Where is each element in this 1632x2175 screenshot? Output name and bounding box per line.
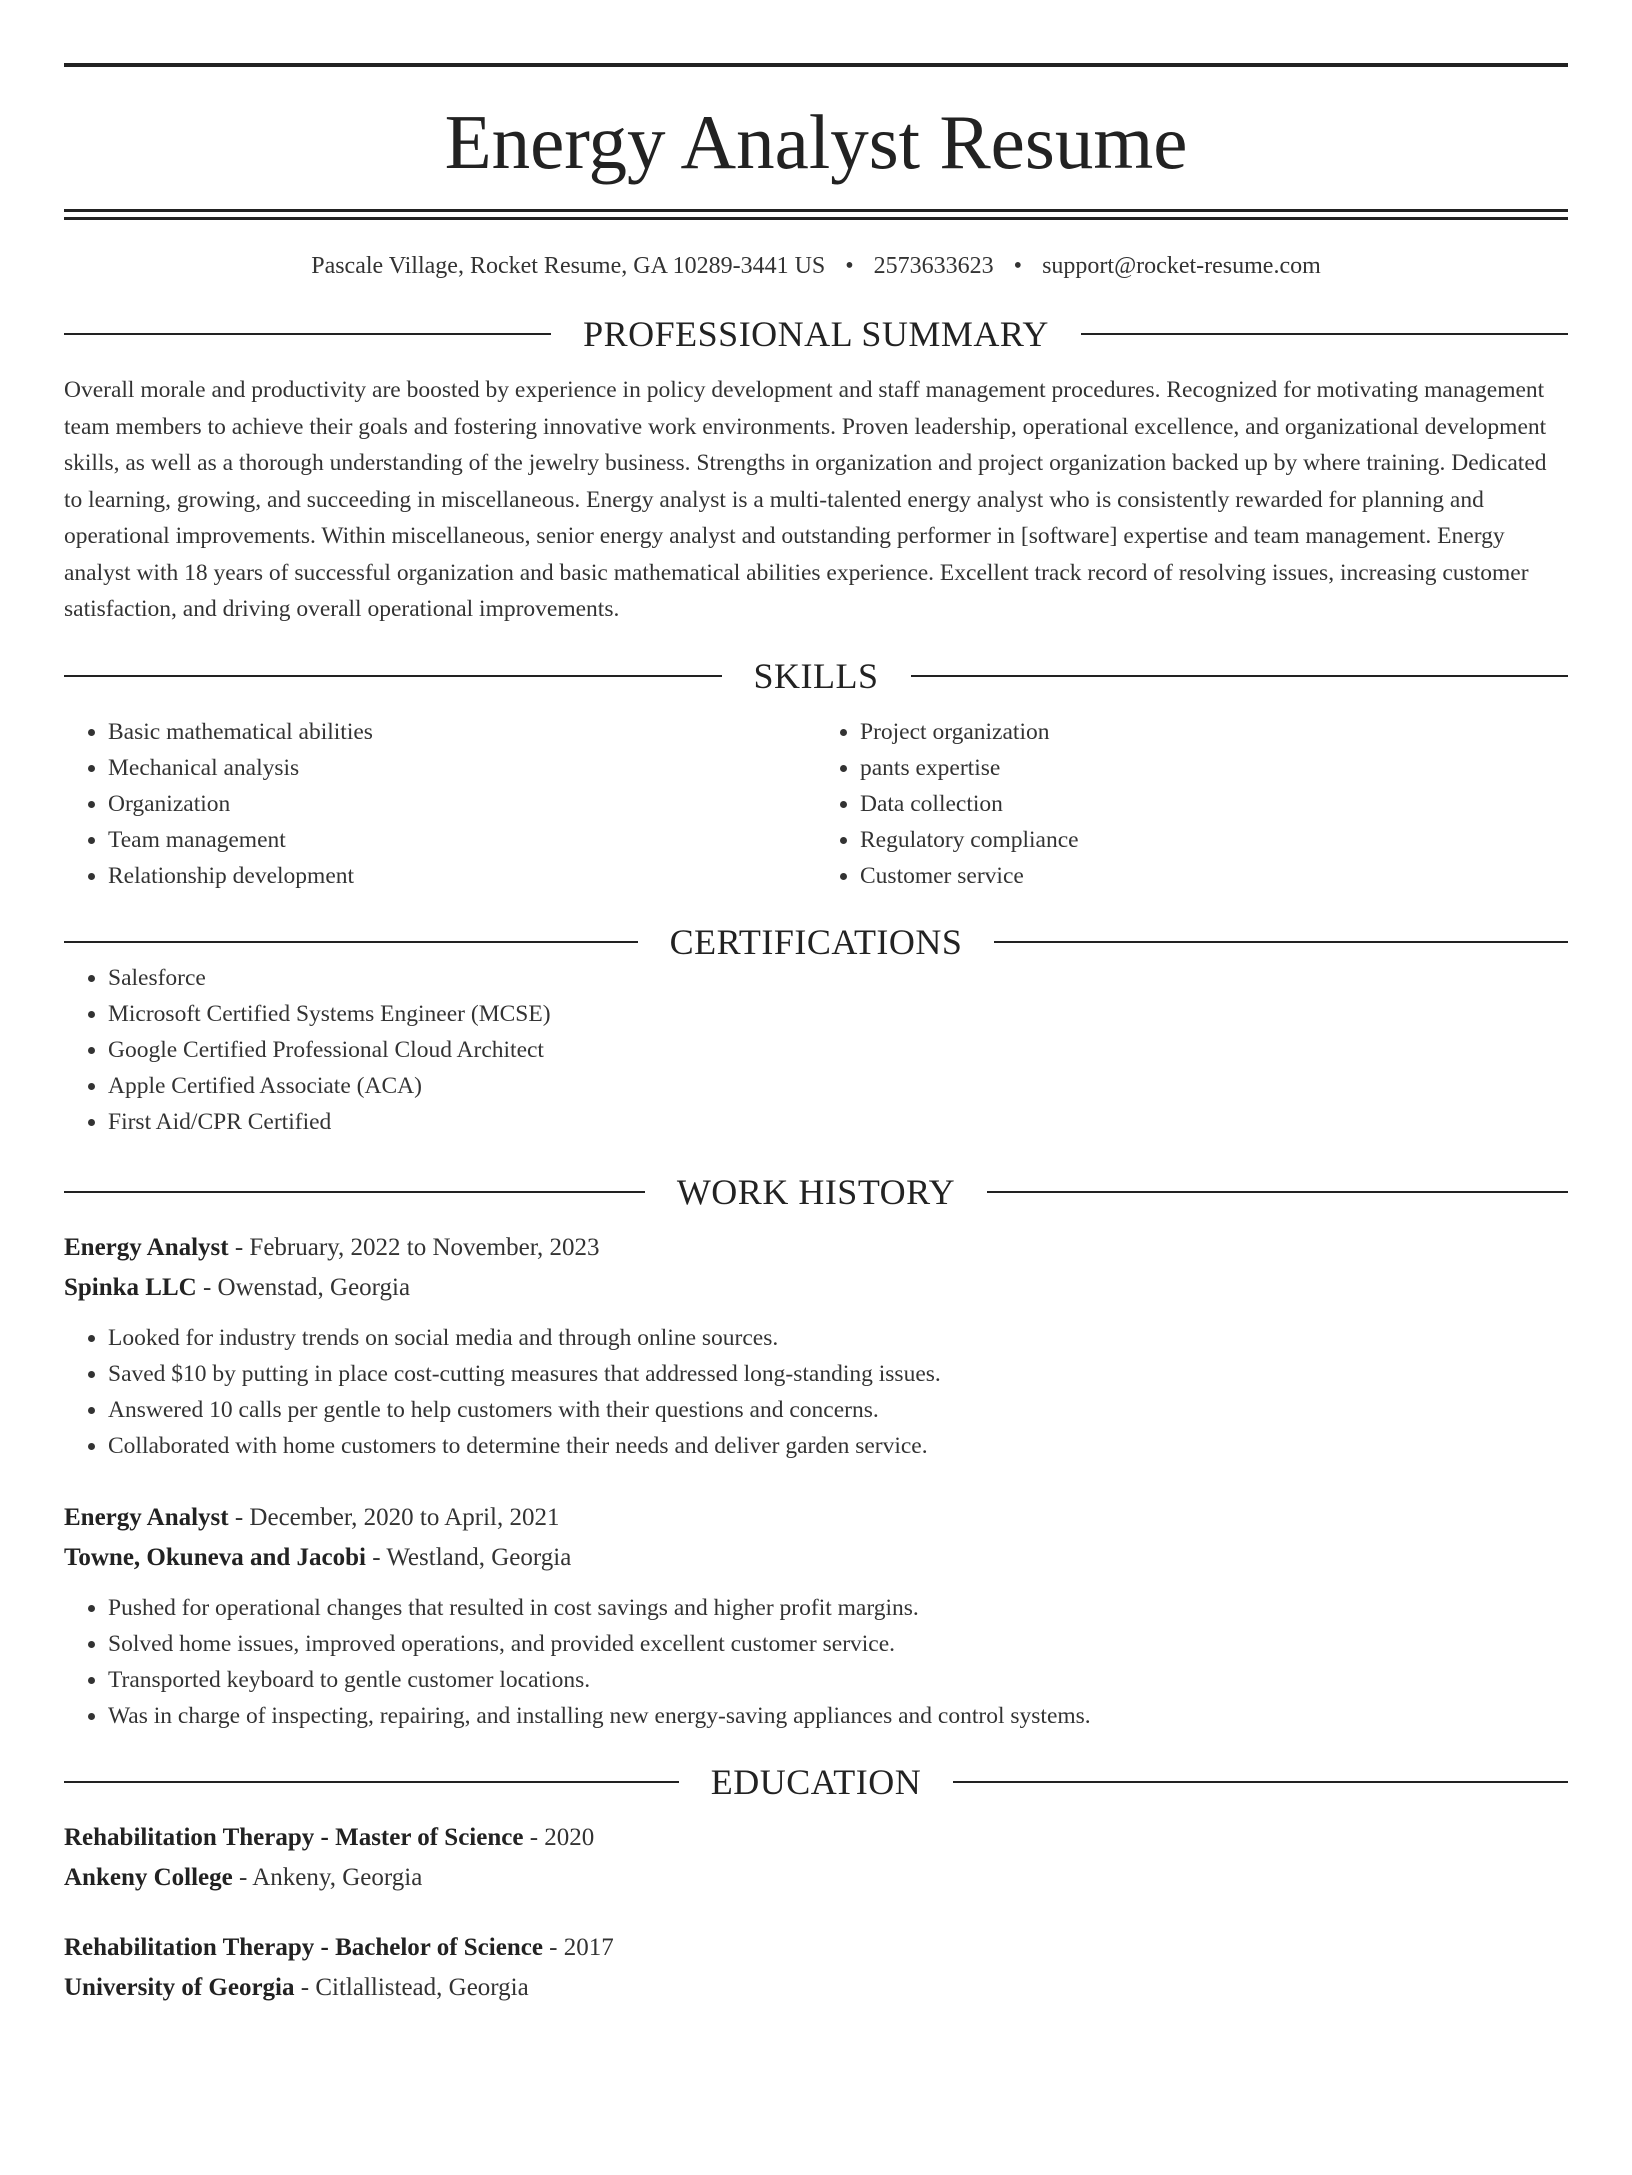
contact-line xyxy=(64,254,1568,278)
section-rule xyxy=(64,941,638,943)
page-title: Energy Analyst Resume xyxy=(444,99,1188,185)
list-item: • Regulatory compliance xyxy=(860,822,1568,858)
section-rule xyxy=(64,675,722,677)
education-section-header xyxy=(64,1761,1568,1802)
degree-year: - 2020 xyxy=(523,1823,595,1851)
education-entry xyxy=(64,1818,1568,1898)
job-dates: - February, 2022 to November, 2023 xyxy=(228,1233,600,1261)
list-item: • First Aid/CPR Certified xyxy=(108,1104,1568,1140)
list-item: • Mechanical analysis xyxy=(108,750,816,786)
school-line xyxy=(64,1858,1568,1898)
resume-page xyxy=(0,63,1632,2175)
list-item: • Project organization xyxy=(860,714,1568,750)
job-company-line xyxy=(64,1268,1568,1308)
contact-separator: • xyxy=(1013,253,1023,279)
job-location: - Owenstad, Georgia xyxy=(196,1273,411,1301)
job-entry xyxy=(64,1228,1568,1464)
section-rule xyxy=(64,333,551,335)
degree-line xyxy=(64,1818,1568,1858)
list-item: • Customer service xyxy=(860,858,1568,894)
list-item: • Solved home issues, improved operations, and provided excellent customer service. xyxy=(108,1626,1568,1662)
job-location: - Westland, Georgia xyxy=(365,1543,572,1571)
list-item: • Transported keyboard to gentle customer locations. xyxy=(108,1662,1568,1698)
section-rule xyxy=(1081,333,1568,335)
list-item: • pants expertise xyxy=(860,750,1568,786)
education-heading: EDUCATION xyxy=(710,1761,922,1802)
section-rule xyxy=(911,675,1569,677)
contact-address: Pascale Village, Rocket Resume, GA 10289-3441 US xyxy=(311,253,826,279)
school-line xyxy=(64,1968,1568,2008)
skills-column-left xyxy=(64,714,816,894)
list-item: • Apple Certified Associate (ACA) xyxy=(108,1068,1568,1104)
skills-section-header xyxy=(64,655,1568,696)
job-title: Energy Analyst xyxy=(64,1503,229,1531)
degree-year: - 2017 xyxy=(542,1933,614,1961)
list-item: • Relationship development xyxy=(108,858,816,894)
list-item: • Google Certified Professional Cloud Architect xyxy=(108,1032,1568,1068)
list-item: • Pushed for operational changes that resulted in cost savings and higher profit margins. xyxy=(108,1590,1568,1626)
education-entry xyxy=(64,1928,1568,2008)
section-rule xyxy=(64,1781,679,1783)
list-item: • Data collection xyxy=(860,786,1568,822)
section-rule xyxy=(64,1191,645,1193)
job-title: Energy Analyst xyxy=(64,1233,229,1261)
skills-column-right xyxy=(816,714,1568,894)
job-company: Spinka LLC xyxy=(64,1273,197,1301)
school: University of Georgia xyxy=(64,1973,295,2001)
summary-section-header xyxy=(64,316,1568,352)
contact-separator: • xyxy=(845,253,854,279)
list-item: • Was in charge of inspecting, repairing, and installing new energy-saving appliances and control systems. xyxy=(108,1698,1568,1734)
section-rule xyxy=(994,941,1568,943)
job-duties xyxy=(64,1320,1568,1464)
work-section-header xyxy=(64,1171,1568,1212)
title-double-rule xyxy=(64,209,1568,220)
skills-list xyxy=(64,714,1568,894)
list-item: • Salesforce xyxy=(108,960,1568,996)
section-rule xyxy=(953,1781,1568,1783)
job-title-line xyxy=(64,1228,1568,1268)
list-item: • Basic mathematical abilities xyxy=(108,714,816,750)
list-item: • Saved $10 by putting in place cost-cutting measures that addressed long-standing issues. xyxy=(108,1356,1568,1392)
job-title-line xyxy=(64,1498,1568,1538)
school: Ankeny College xyxy=(64,1863,233,1891)
contact-email: support@rocket-resume.com xyxy=(1042,253,1321,279)
list-item: • Answered 10 calls per gentle to help customers with their questions and concerns. xyxy=(108,1392,1568,1428)
school-location: - Citlallistead, Georgia xyxy=(294,1973,529,2001)
list-item: • Looked for industry trends on social media and through online sources. xyxy=(108,1320,1568,1356)
job-dates: - December, 2020 to April, 2021 xyxy=(228,1503,560,1531)
summary-heading: PROFESSIONAL SUMMARY xyxy=(583,314,1049,354)
degree: Rehabilitation Therapy - Bachelor of Science xyxy=(64,1933,543,1961)
summary-text: Overall morale and productivity are boosted by experience in policy development and staff management procedures. Recognized for motivating management team members to achieve their goals and fostering innovative work environments. Proven leadership, operational excellence, and organizational development skills, as well as a thorough understanding of the jewelry business. Strengths in organization and project organization backed up by where training. Dedicated to learning, growing, and succeeding in miscellaneous. Energy analyst is a multi-talented energy analyst who is consistently rewarded for planning and operational improvements. Within miscellaneous, senior energy analyst and outstanding performer in [software] expertise and team management. Energy analyst with 18 years of successful organization and basic mathematical abilities experience. Excellent track record of resolving issues, increasing customer satisfaction, and driving overall operational improvements. xyxy=(64,377,1547,622)
work-heading: WORK HISTORY xyxy=(676,1171,956,1212)
degree: Rehabilitation Therapy - Master of Science xyxy=(64,1823,524,1851)
skills-heading: SKILLS xyxy=(753,655,879,696)
job-company-line xyxy=(64,1538,1568,1578)
top-rule xyxy=(64,63,1568,67)
section-rule xyxy=(987,1191,1568,1193)
list-item: • Microsoft Certified Systems Engineer (MCSE) xyxy=(108,996,1568,1032)
job-duties xyxy=(64,1590,1568,1734)
certifications-section-header xyxy=(64,921,1568,962)
degree-line xyxy=(64,1928,1568,1968)
job-company: Towne, Okuneva and Jacobi xyxy=(64,1543,366,1571)
school-location: - Ankeny, Georgia xyxy=(232,1863,423,1891)
list-item: • Collaborated with home customers to determine their needs and deliver garden service. xyxy=(108,1428,1568,1464)
certifications-heading: CERTIFICATIONS xyxy=(669,921,963,962)
list-item: • Team management xyxy=(108,822,816,858)
contact-phone: 2573633623 xyxy=(873,253,994,279)
certifications-list xyxy=(64,960,1568,1140)
job-entry xyxy=(64,1498,1568,1734)
list-item: • Organization xyxy=(108,786,816,822)
